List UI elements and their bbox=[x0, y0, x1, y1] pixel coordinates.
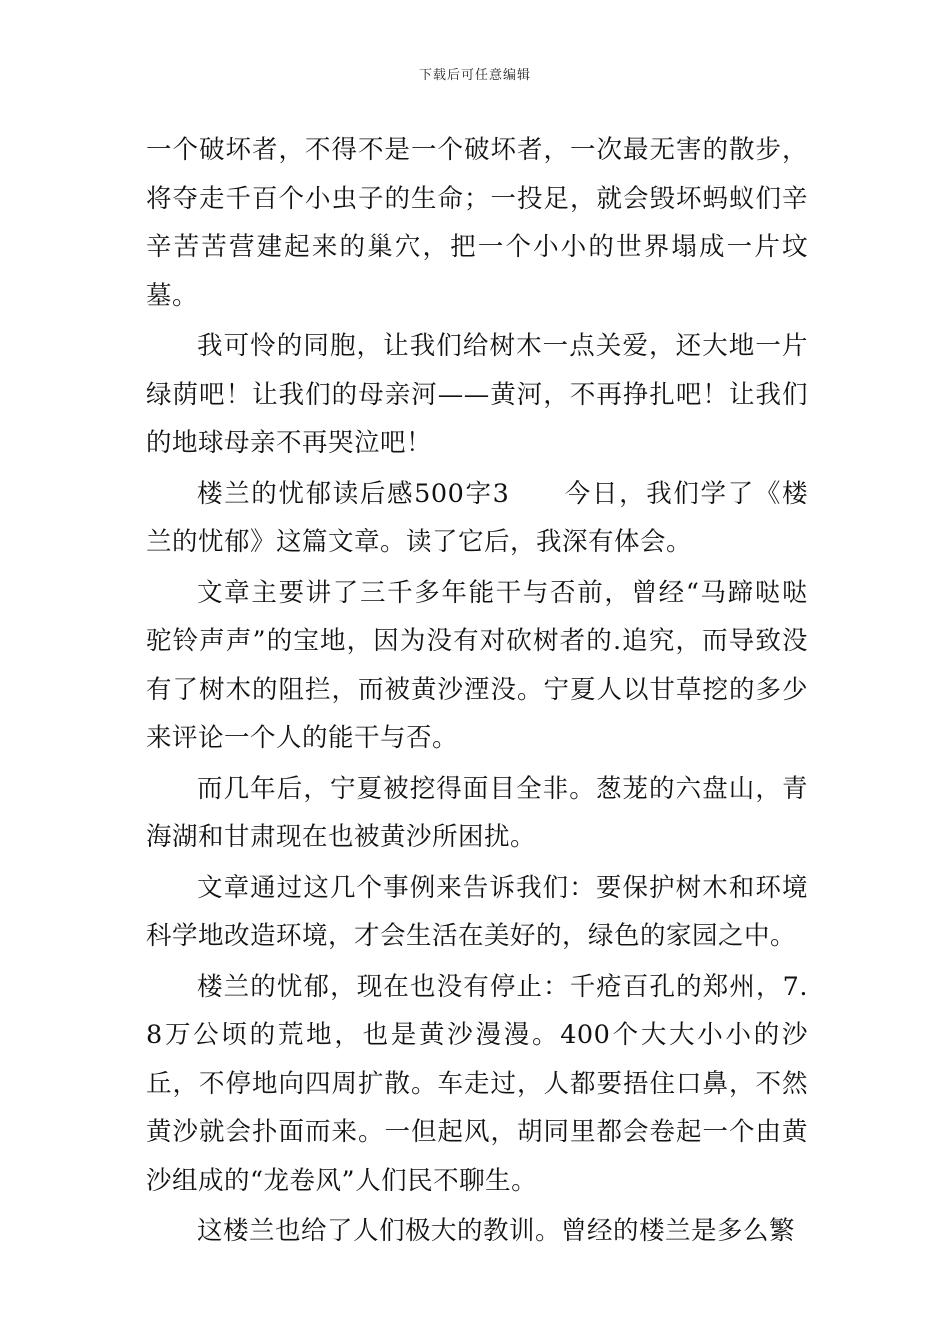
paragraph-4: 文章主要讲了三千多年能干与否前，曾经“马蹄哒哒驼铃声声”的宝地，因为没有对砍树者的.追究，而导致没有了树木的阻拦，而被黄沙湮没。宁夏人以甘草挖的多少来评论一个人的能干与否。 bbox=[146, 577, 808, 753]
paragraph-8: 这楼兰也给了人们极大的教训。曾经的楼兰是多么繁 bbox=[197, 1216, 796, 1246]
paragraph-1: 一个破坏者，不得不是一个破坏者，一次最无害的散步，将夺走千百个小虫子的生命；一投足，就会毁坏蚂蚁们辛辛苦苦营建起来的巢穴，把一个小小的世界塌成一片坟墓。 bbox=[146, 135, 808, 311]
paragraph-5: 而几年后，宁夏被挖得面目全非。葱茏的六盘山，青海湖和甘肃现在也被黄沙所困扰。 bbox=[146, 773, 808, 852]
paragraph-2: 我可怜的同胞，让我们给树木一点关爱，还大地一片绿荫吧！让我们的母亲河——黄河，不再挣扎吧！让我们的地球母亲不再哭泣吧！ bbox=[146, 331, 808, 458]
page-header-note: 下载后可任意编辑 bbox=[418, 68, 531, 83]
paragraph-6: 文章通过这几个事例来告诉我们：要保护树木和环境科学地改造环境，才会生活在美好的，绿色的家园之中。 bbox=[146, 872, 808, 951]
paragraph-3: 楼兰的忧郁读后感500字3 今日，我们学了《楼兰的忧郁》这篇文章。读了它后，我深有体会。 bbox=[146, 478, 808, 557]
document-body bbox=[146, 126, 808, 1258]
paragraph-7: 楼兰的忧郁，现在也没有停止：千疮百孔的郑州，7.8万公顷的荒地，也是黄沙漫漫。400个大大小小的沙丘，不停地向四周扩散。车走过，人都要捂住口鼻，不然黄沙就会扑面而来。一但起风，胡同里都会卷起一个由黄沙组成的“龙卷风”人们民不聊生。 bbox=[146, 971, 808, 1196]
